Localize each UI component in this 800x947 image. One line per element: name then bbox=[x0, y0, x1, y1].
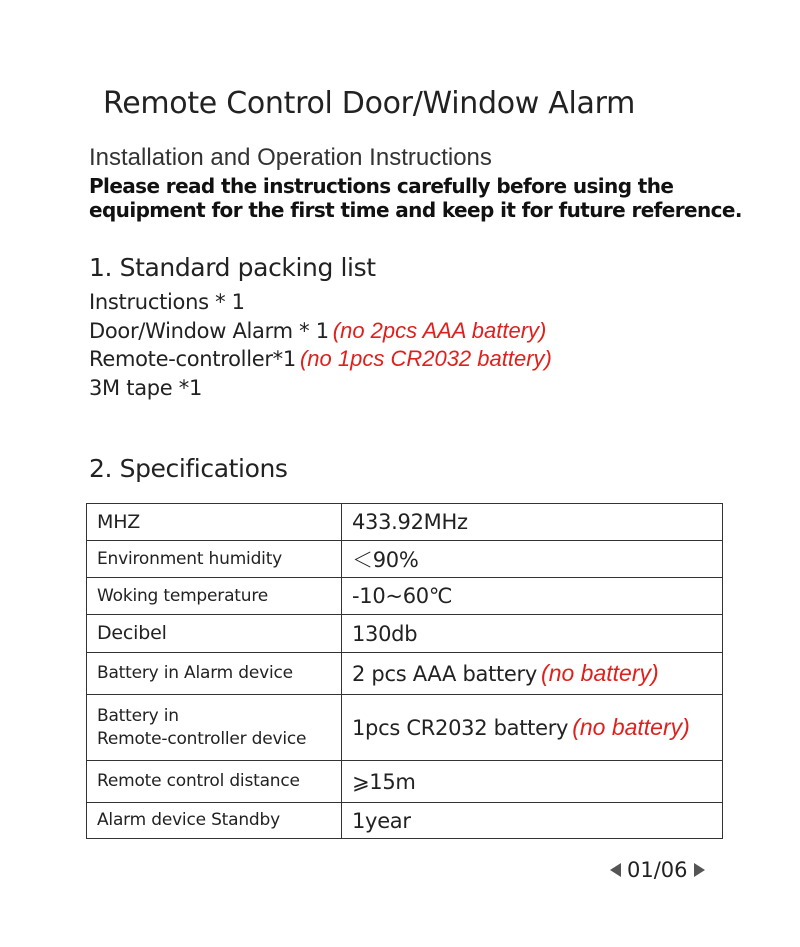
packing-item-text: Door/Window Alarm * 1 bbox=[89, 318, 329, 343]
spec-value bbox=[342, 578, 723, 615]
packing-item bbox=[89, 374, 552, 403]
packing-list-heading: 1. Standard packing list bbox=[89, 253, 376, 282]
spec-value-text: 130db bbox=[352, 621, 418, 646]
table-row bbox=[87, 578, 723, 615]
packing-list bbox=[89, 288, 552, 402]
table-row bbox=[87, 615, 723, 653]
spec-value-text: -10~60℃ bbox=[352, 584, 453, 608]
spec-value bbox=[342, 695, 723, 761]
triangle-left-icon[interactable] bbox=[610, 863, 621, 877]
reading-notice bbox=[89, 174, 749, 222]
spec-label: Battery in Alarm device bbox=[87, 653, 342, 695]
table-row bbox=[87, 653, 723, 695]
spec-value-text: ⩾15m bbox=[352, 769, 416, 794]
packing-item bbox=[89, 317, 552, 346]
page-subtitle: Installation and Operation Instructions bbox=[89, 144, 492, 171]
spec-value bbox=[342, 615, 723, 653]
page-number: 01/06 bbox=[627, 858, 688, 882]
spec-value bbox=[342, 541, 723, 578]
spec-label: Environment humidity bbox=[87, 541, 342, 578]
spec-label bbox=[87, 695, 342, 761]
table-row bbox=[87, 761, 723, 803]
packing-item bbox=[89, 288, 552, 317]
packing-item-note: (no 2pcs AAA battery) bbox=[332, 317, 547, 343]
page-title: Remote Control Door/Window Alarm bbox=[103, 86, 636, 121]
spec-label: MHZ bbox=[87, 504, 342, 541]
spec-label: Woking temperature bbox=[87, 578, 342, 615]
spec-value bbox=[342, 761, 723, 803]
packing-item bbox=[89, 345, 552, 374]
table-row bbox=[87, 695, 723, 761]
table-row bbox=[87, 803, 723, 839]
spec-value-text: 433.92MHz bbox=[352, 510, 468, 534]
packing-item-text: Remote-controller*1 bbox=[89, 347, 296, 371]
spec-label-line-1: Battery in bbox=[97, 705, 179, 726]
spec-value bbox=[342, 803, 723, 839]
table-row bbox=[87, 504, 723, 541]
packing-item-text: Instructions * 1 bbox=[89, 290, 245, 314]
spec-value bbox=[342, 504, 723, 541]
spec-value-text: 1pcs CR2032 battery bbox=[352, 716, 569, 740]
spec-label: Decibel bbox=[87, 615, 342, 653]
table-row bbox=[87, 541, 723, 578]
reading-notice-line-1: Please read the instructions carefully before using the bbox=[89, 174, 674, 198]
spec-value-text: 1year bbox=[352, 808, 411, 833]
spec-label-line-2: Remote-controller device bbox=[97, 728, 307, 749]
triangle-right-icon[interactable] bbox=[694, 863, 705, 877]
specifications-heading: 2. Specifications bbox=[89, 454, 288, 483]
spec-value-note: (no battery) bbox=[572, 714, 690, 740]
packing-item-note: (no 1pcs CR2032 battery) bbox=[299, 346, 552, 371]
spec-value-note: (no battery) bbox=[541, 660, 659, 686]
spec-value-text: ＜90% bbox=[352, 548, 419, 572]
page-navigator bbox=[610, 858, 705, 882]
specifications-table bbox=[86, 503, 723, 839]
spec-label: Remote control distance bbox=[87, 761, 342, 803]
reading-notice-line-2: equipment for the first time and keep it for future reference. bbox=[89, 198, 742, 222]
spec-value-text: 2 pcs AAA battery bbox=[352, 662, 538, 686]
spec-label: Alarm device Standby bbox=[87, 803, 342, 839]
packing-item-text: 3M tape *1 bbox=[89, 375, 203, 400]
spec-value bbox=[342, 653, 723, 695]
